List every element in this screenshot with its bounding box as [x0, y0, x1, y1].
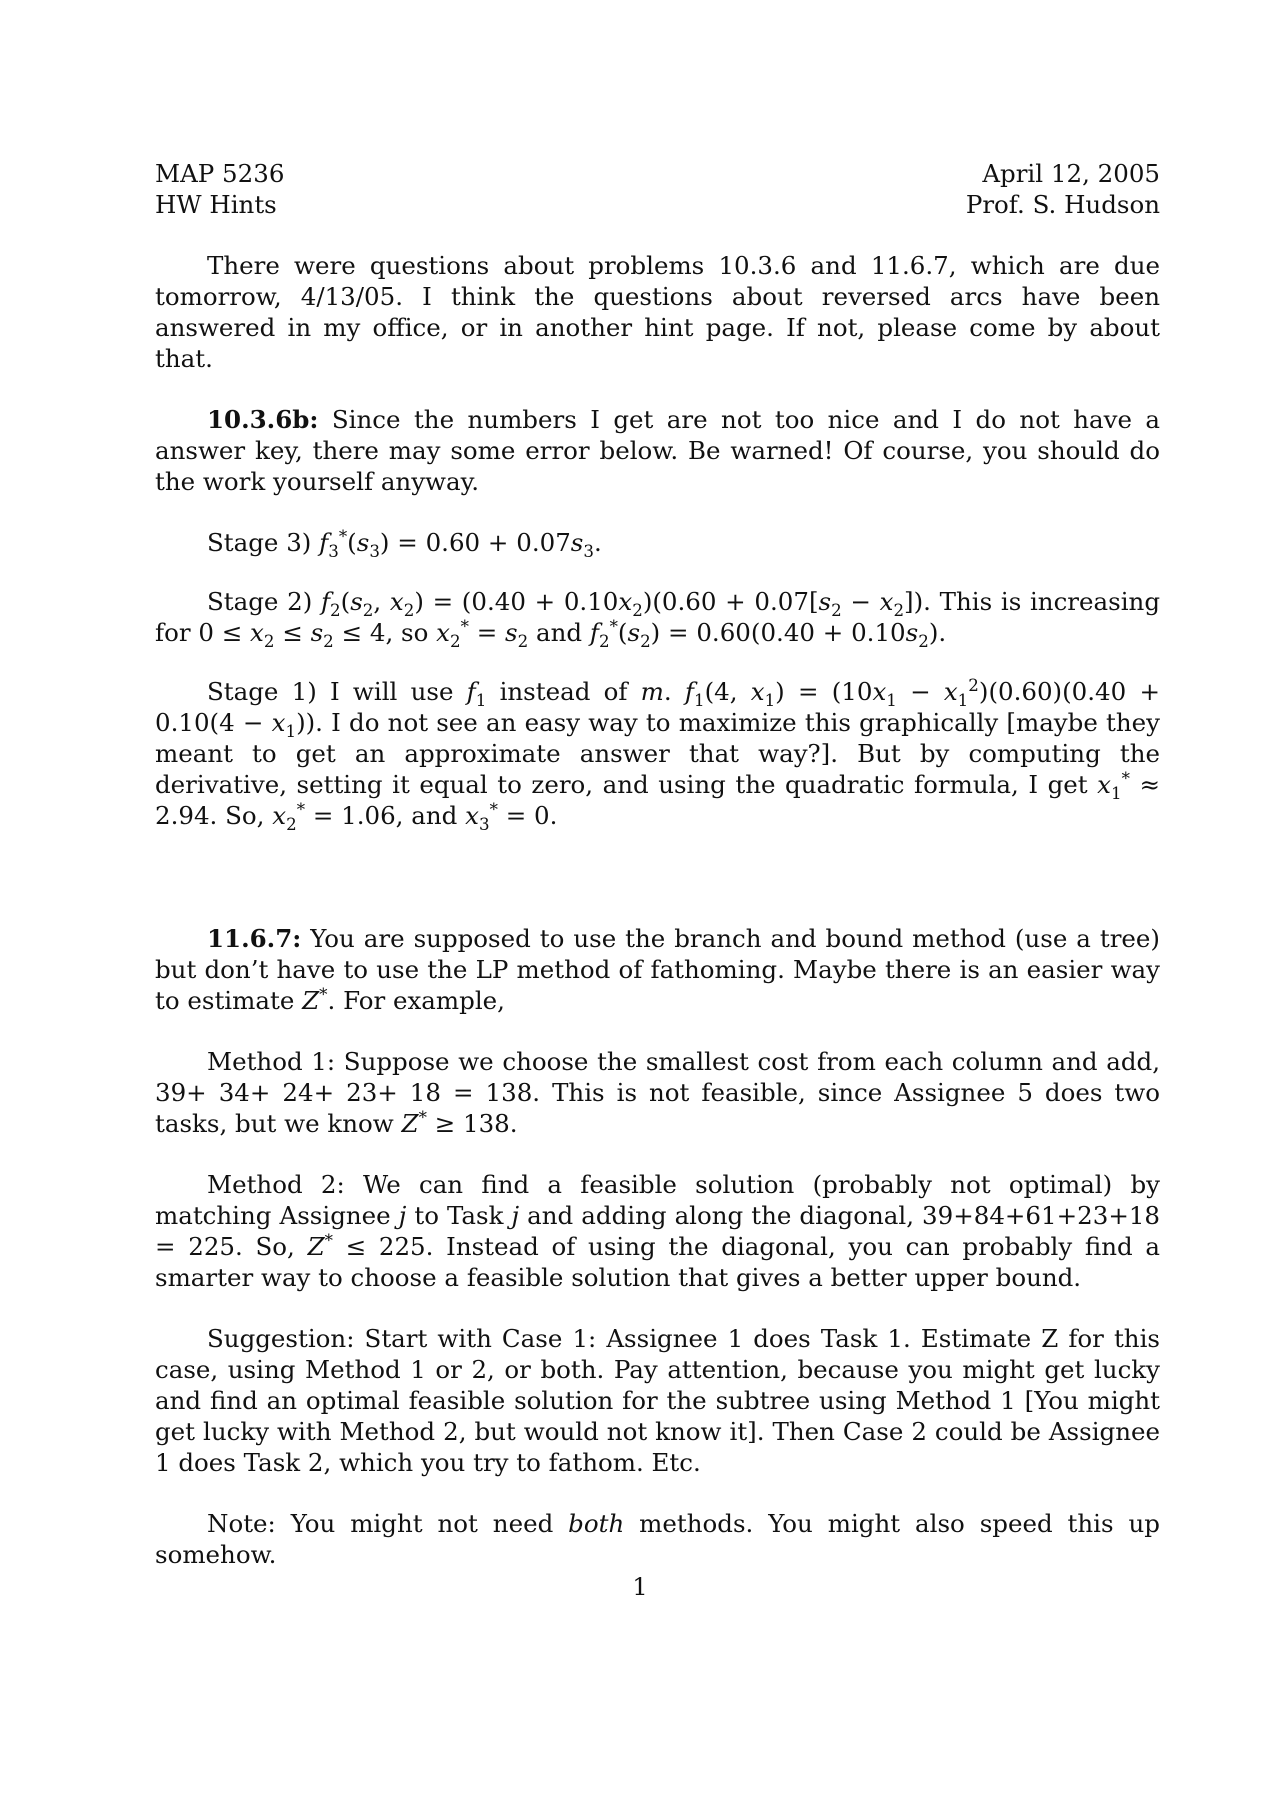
stage-3-formula: $f_3^*(s_3) = 0.60 + 0.07s_3$.	[319, 526, 602, 561]
stage-1-m: m.	[640, 677, 672, 706]
stage-1-text-c: I do not see an easy way to maximize this graphically [maybe they meant to get an approximate answer that way?]. But by computing the derivative, setting it equal to zero, and using the quadratic formula, I get	[155, 708, 1160, 799]
note-emphasis: both	[568, 1509, 625, 1538]
stage-1-f1: $f_1$	[466, 677, 487, 710]
method-1-bound: Z* ≥ 138.	[401, 1107, 518, 1138]
document-date: April 12, 2005	[982, 159, 1160, 188]
problem-10-3-6b-text: Since the numbers I get are not too nice and I do not have a answer key, there may some error below. Be warned! Of course, you should do the work yourself anyway.	[155, 405, 1161, 496]
stage-1-and: and	[411, 801, 458, 830]
stage-2-paragraph	[155, 586, 1161, 651]
method-2-j1: j	[398, 1201, 407, 1230]
stage-1-text-a: I will use	[330, 677, 454, 706]
method-2-paragraph	[155, 1169, 1160, 1293]
note-paragraph	[155, 1508, 1160, 1570]
stage-3-label: Stage 3)	[207, 528, 312, 557]
method-1-equals: =	[453, 1078, 474, 1107]
intro-paragraph: There were questions about problems 10.3.6 and 11.6.7, which are due tomorrow, 4/13/05. I think the questions about reversed arcs have been answered in my office, or in another hint page. If not, please come by about that.	[155, 251, 1160, 373]
method-2-text-d: 225. So,	[188, 1232, 295, 1261]
header-right	[966, 158, 1160, 220]
method-1-text-a: Method 1: Suppose we choose the smallest cost from each column and add, 39+ 34+ 24+ 23+ 18	[155, 1047, 1160, 1107]
method-1-text-b: 138. This is not feasible, since Assignee 5 does two tasks, but we know	[155, 1078, 1160, 1138]
page-number: 1	[632, 1573, 648, 1601]
method-2-text-a: Method 2: We can find a feasible solution (probably not optimal) by matching Assignee	[155, 1170, 1160, 1230]
page-header	[155, 158, 1160, 220]
z-star: Z*.	[302, 984, 336, 1015]
method-2-equals: =	[155, 1232, 176, 1261]
problem-10-3-6b-intro	[155, 404, 1160, 497]
stage-1-x3: $x_3^* = 0$.	[465, 799, 558, 834]
stage-1-paragraph	[155, 675, 1160, 834]
stage-2-text: This is increasing for	[155, 587, 1161, 647]
stage-2-constraint: $0 \le x_2 \le s_2 \le 4$,	[198, 618, 394, 651]
stage-1-x2: $x_2^* = 1.06$,	[272, 799, 404, 834]
method-2-text-b: to Task	[414, 1201, 504, 1230]
stage-1-so: So,	[225, 801, 265, 830]
method-1-paragraph	[155, 1046, 1160, 1139]
note-text-a: Note: You might not need	[207, 1509, 554, 1538]
problem-11-6-7-intro	[155, 923, 1160, 1016]
course-code: MAP 5236	[155, 159, 285, 188]
method-2-text-e: Instead of using the diagonal, you can probably find a smarter way to choose a feasible solution that gives a better upper bound.	[155, 1232, 1161, 1292]
problem-11-6-7-text-end: For example,	[343, 986, 505, 1015]
stage-1-label: Stage 1)	[207, 677, 317, 706]
document-author: Prof. S. Hudson	[965, 190, 1160, 219]
section-spacer	[155, 859, 1160, 923]
suggestion-paragraph: Suggestion: Start with Case 1: Assignee 1 does Task 1. Estimate Z for this case, using Method 1 or 2, or both. Pay attention, because you might get lucky and find an optimal feasible solution for the subtree using Method 1 [You might get lucky with Method 2, but would not know it]. Then Case 2 could be Assignee 1 does Task 2, which you try to fathom. Etc.	[155, 1324, 1160, 1477]
stage-2-value: $f_2^*(s_2) = 0.60(0.40 + 0.10s_2)$.	[589, 616, 947, 651]
stage-1-text-b: instead of	[499, 677, 628, 706]
stage-2-formula: $f_2(s_2$, $x_2) = (0.40 + 0.10x_2)(0.60 + 0.07[s_2 - x_2])$.	[320, 587, 931, 620]
method-2-bound: Z* ≤ 225.	[307, 1230, 434, 1261]
document-page	[155, 158, 1160, 1600]
note-text-b: methods. You might also speed this up somehow.	[155, 1509, 1160, 1569]
stage-1-x1: $x_1^* \approx 2.94$.	[155, 768, 1160, 830]
stage-2-label: Stage 2)	[207, 587, 313, 616]
header-left	[155, 158, 284, 220]
stage-2-so: so	[401, 618, 429, 647]
method-2-text-c: and adding along the diagonal, 39+84+61+23+18	[527, 1201, 1161, 1230]
problem-11-6-7-text: You are supposed to use the branch and bound method (use a tree) but don’t have to use the LP method of fathoming. Maybe there is an easier way to estimate	[155, 924, 1160, 1015]
stage-3-paragraph	[155, 526, 1160, 561]
method-2-j2: j	[511, 1201, 520, 1230]
stage-2-and: and	[536, 618, 583, 647]
problem-10-3-6b-heading: 10.3.6b:	[207, 405, 319, 434]
stage-1-formula: $f_1(4$, $x_1) = (10x_1 - x_1^2)(0.60)(0.40 + 0.10(4 - x_1))$.	[155, 675, 1160, 741]
problem-11-6-7-heading: 11.6.7:	[207, 924, 302, 953]
document-subtitle: HW Hints	[155, 190, 277, 219]
stage-2-optimum: $x_2^* = s_2$	[436, 616, 529, 651]
